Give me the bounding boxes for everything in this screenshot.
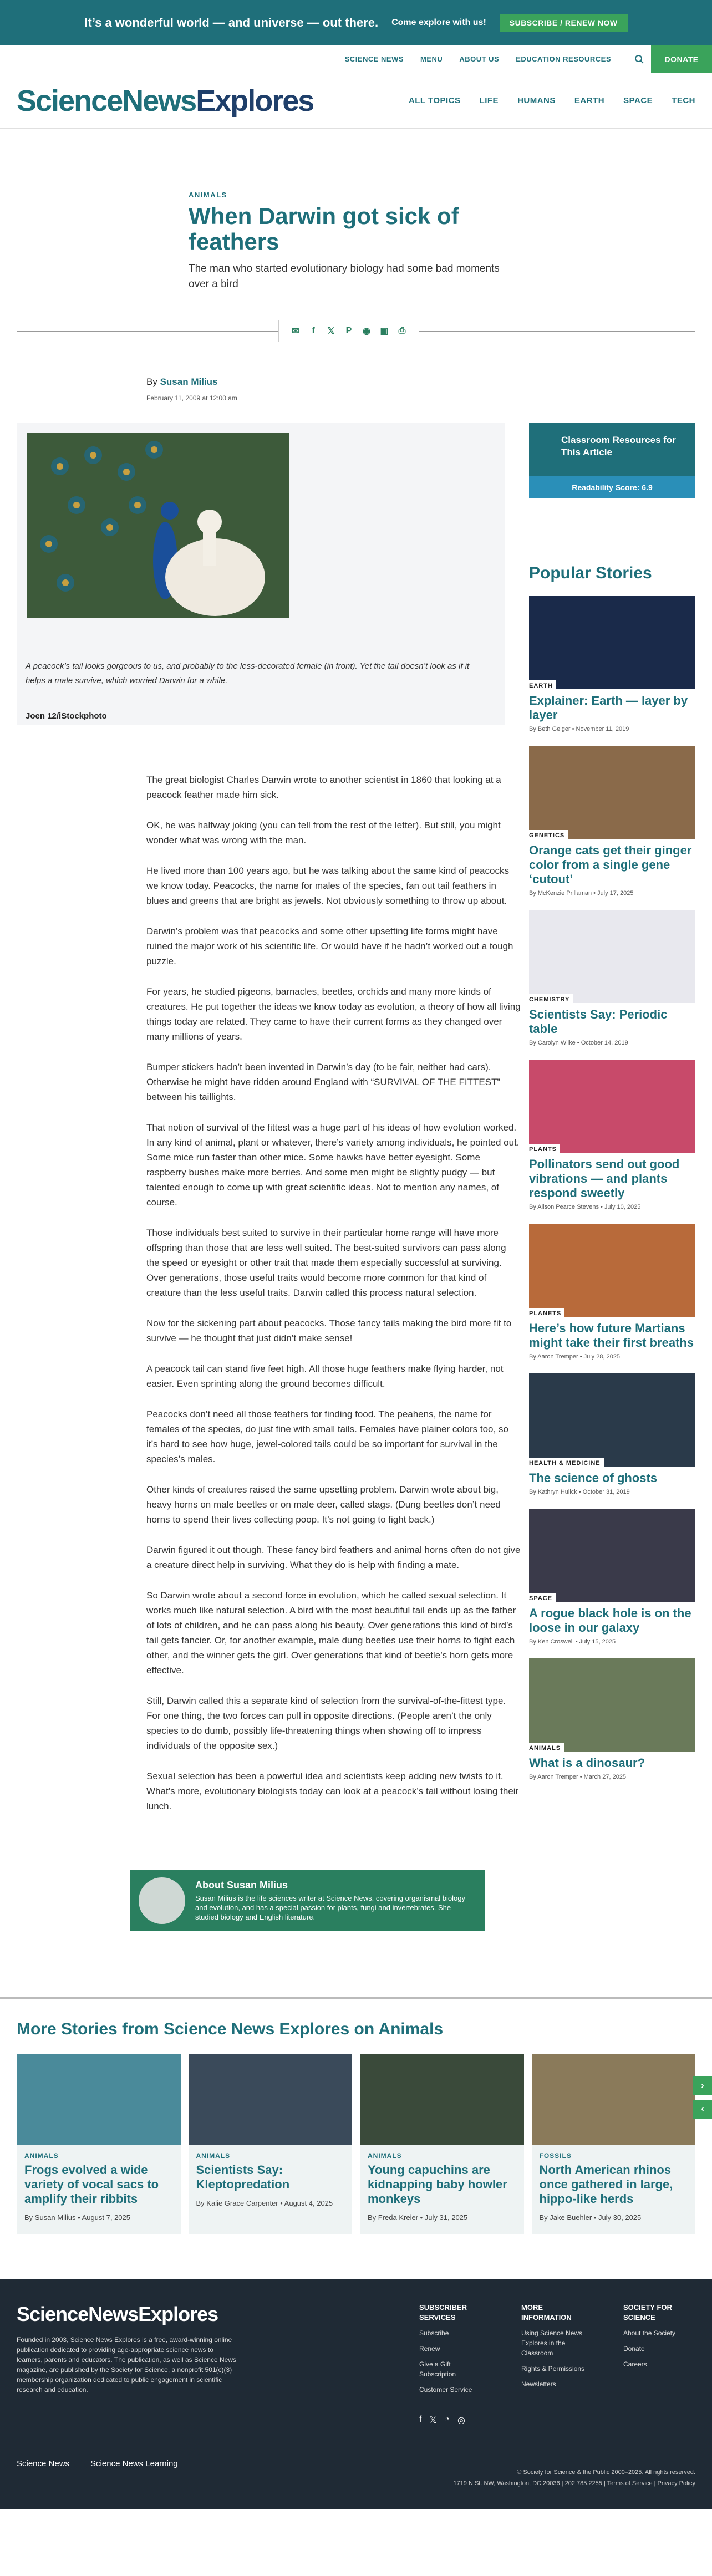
more-story-meta: By Jake Buehler • July 30, 2025	[539, 2213, 642, 2222]
footer-address: 1719 N St. NW, Washington, DC 20036 | 202.785.2255 | Terms of Service | Privacy Policy	[453, 2480, 695, 2487]
readability-score: Readability Score: 6.9	[529, 476, 695, 498]
carousel-prev-icon[interactable]: ‹	[693, 2100, 712, 2119]
author-box	[130, 1870, 485, 1931]
more-story-title[interactable]: Frogs evolved a wide variety of vocal sacs to amplify their ribbits	[24, 2163, 159, 2206]
nav-life[interactable]: LIFE	[479, 96, 499, 105]
hero-figure	[17, 423, 505, 725]
sidebar	[529, 423, 695, 1829]
article-kicker[interactable]: ANIMALS	[189, 191, 227, 199]
more-story-category[interactable]: ANIMALS	[24, 2152, 59, 2160]
paragraph: He lived more than 100 years ago, but he was talking about the same kind of peacocks we know today. Peacocks, the name for males of the species, fan out tail feathers in blues and greens that are bright as jewels. Not obviously something to throw up about.	[146, 866, 509, 906]
article-header	[0, 129, 712, 292]
subscribe-button[interactable]: SUBSCRIBE / RENEW NOW	[500, 14, 628, 32]
facebook-icon[interactable]: f	[312, 326, 315, 335]
story-title[interactable]: Here’s how future Martians might take their first breaths	[529, 1321, 694, 1350]
figure-credit: Joen 12/iStockphoto	[26, 711, 107, 721]
footer-col-heading: SOCIETY FOR SCIENCE	[623, 2303, 672, 2322]
popular-story[interactable]	[529, 1224, 695, 1360]
util-link-about[interactable]: ABOUT US	[459, 55, 500, 63]
promo-cta: Come explore with us!	[391, 18, 486, 27]
footer-link[interactable]: Newsletters	[521, 2380, 556, 2388]
paragraph: That notion of survival of the fittest was a huge part of his ideas of how evolution worked. In any kind of animal, plant or whatever, there’s variety among individuals, he pointed out. Some mice run faster than other mice. Some hawks have better eyesight. Some raspberry bushes make more berries. And some men might be slightly pudgy — but talented enough to come up with great scientific ideas. Not to mention any names, of course.	[146, 1122, 520, 1208]
story-category[interactable]: HEALTH & MEDICINE	[529, 1458, 604, 1467]
reddit-icon[interactable]: ◉	[363, 327, 370, 336]
footer-col-society	[623, 2303, 692, 2395]
more-story-category[interactable]: FOSSILS	[539, 2152, 572, 2160]
story-category[interactable]: GENETICS	[529, 830, 568, 839]
nav-humans[interactable]: HUMANS	[517, 96, 556, 105]
paragraph: For years, he studied pigeons, barnacles, beetles, orchids and many more kinds of creatures. He put together the ideas we know today as evolution, a theory of how all living things today are related. They came to have their current forms as they changed over many millions of years.	[146, 986, 521, 1042]
utility-bar	[0, 45, 712, 73]
paragraph: Darwin’s problem was that peacocks and some other upsetting life forms might have ruined the major work of his scientific life. Or would have if he hadn’t worked out a tough puzzle.	[146, 926, 513, 966]
more-story-title[interactable]: Young capuchins are kidnapping baby howler monkeys	[368, 2163, 507, 2206]
search-icon	[634, 54, 644, 64]
author-box-bio: Susan Milius is the life sciences writer at Science News, covering organismal biology and evolution, and has a special passion for plants, fungi and invertebrates. She studied biology and English literature.	[195, 1894, 465, 1921]
story-category[interactable]: ANIMALS	[529, 1743, 564, 1752]
story-meta: By Aaron Tremper • July 28, 2025	[529, 1353, 621, 1360]
footer-col-subscriber	[419, 2303, 488, 2395]
author-link[interactable]: Susan Milius	[160, 376, 218, 387]
story-meta: By McKenzie Prillaman • July 17, 2025	[529, 890, 634, 897]
story-thumbnail[interactable]	[529, 910, 695, 1003]
story-meta: By Beth Geiger • November 11, 2019	[529, 726, 629, 732]
more-story-title[interactable]: North American rhinos once gathered in large, hippo-like herds	[539, 2163, 673, 2206]
footer	[0, 2279, 712, 2509]
footer-link-learning[interactable]: Science News Learning	[90, 2459, 178, 2468]
popular-story[interactable]	[529, 596, 695, 732]
byline-prefix: By	[146, 376, 157, 387]
footer-link[interactable]: Give a Gift Subscription	[419, 2360, 456, 2378]
footer-link[interactable]: Rights & Permissions	[521, 2365, 585, 2373]
nav-space[interactable]: SPACE	[623, 96, 653, 105]
print-icon[interactable]: ⎙	[398, 326, 406, 335]
paragraph: OK, he was halfway joking (you can tell from the rest of the letter). But still, you might wonder what was wrong with the man.	[146, 820, 501, 846]
more-story-image[interactable]	[189, 2054, 353, 2145]
footer-col-heading: SUBSCRIBER SERVICES	[419, 2303, 467, 2322]
story-title[interactable]: Explainer: Earth — layer by layer	[529, 694, 688, 722]
story-thumbnail[interactable]	[529, 596, 695, 689]
story-title[interactable]: Pollinators send out good vibrations — and plants respond sweetly	[529, 1157, 680, 1200]
popular-story[interactable]	[529, 910, 695, 1046]
paragraph: A peacock tail can stand five feet high. All those huge feathers make flying harder, not easier. Even sprinting along the ground becomes difficult.	[146, 1363, 504, 1389]
paragraph: Bumper stickers hadn’t been invented in Darwin’s day (to be fair, neither had cars). Otherwise he might have ridden around England with “SURVIVAL OF THE FITTEST” between his taillights.	[146, 1062, 501, 1102]
popular-story[interactable]	[529, 1658, 695, 1780]
story-title[interactable]: A rogue black hole is on the loose in our galaxy	[529, 1606, 691, 1635]
social-links	[419, 2415, 465, 2426]
footer-link[interactable]: Customer Service	[419, 2386, 472, 2394]
story-title[interactable]: What is a dinosaur?	[529, 1756, 645, 1770]
promo-bar	[0, 0, 712, 45]
promo-text: It’s a wonderful world — and universe — out there.	[84, 16, 379, 29]
more-story-image[interactable]	[532, 2054, 696, 2145]
nav-all-topics[interactable]: ALL TOPICS	[408, 96, 461, 105]
popular-story[interactable]	[529, 1060, 695, 1210]
util-link-education[interactable]: EDUCATION RESOURCES	[516, 55, 611, 63]
article-body	[17, 725, 521, 1814]
x-icon[interactable]: 𝕏	[429, 2416, 437, 2425]
footer-logo[interactable]: ScienceNewsExplores	[17, 2303, 218, 2325]
footer-link-science-news[interactable]: Science News	[17, 2459, 70, 2468]
story-thumbnail[interactable]	[529, 1509, 695, 1602]
more-story-card[interactable]	[189, 2054, 353, 2234]
donate-button[interactable]: DONATE	[651, 45, 712, 73]
more-story-title[interactable]: Scientists Say: Kleptopredation	[196, 2163, 290, 2191]
pinterest-icon[interactable]: P	[345, 326, 352, 335]
google-classroom-icon[interactable]: ▣	[380, 327, 389, 336]
footer-col-heading: MORE INFORMATION	[521, 2303, 572, 2322]
avatar	[139, 1877, 185, 1924]
story-category[interactable]: EARTH	[529, 680, 556, 689]
peacock-illustration	[27, 433, 289, 618]
classroom-title: Classroom Resources for This Article	[561, 435, 676, 457]
carousel-next-icon[interactable]: ›	[693, 2076, 712, 2095]
footer-link[interactable]: About the Society	[623, 2329, 676, 2337]
classroom-resources-box[interactable]	[529, 423, 695, 498]
util-link-menu[interactable]: MENU	[420, 55, 443, 63]
more-story-meta: By Freda Kreier • July 31, 2025	[368, 2213, 468, 2222]
paragraph: Now for the sickening part about peacocks. Those fancy tails making the bird more fit to survive — he thought that just didn’t make sense!	[146, 1318, 512, 1343]
more-story-category[interactable]: ANIMALS	[368, 2152, 402, 2160]
util-link-science-news[interactable]: SCIENCE NEWS	[344, 55, 404, 63]
paragraph: Those individuals best suited to survive in their particular home range will have more offspring than those that are less well suited. The best-suited survivors can pass along the speed or eyesight or other trait that made them especially successful at surviving. Over generations, those useful traits would become more common for that kind of creature than the less useful traits. Darwin called this process natural selection.	[146, 1228, 506, 1298]
rss-icon[interactable]: ◔	[444, 2415, 450, 2424]
paragraph: Other kinds of creatures raised the same upsetting problem. Darwin wrote about big, heavy horns on male beetles or on male deer, called stags. (Dung beetles don’t need horns to spend their lives collecting poop. It’s not going to fight back.)	[146, 1484, 501, 1525]
copyright: © Society for Science & the Public 2000–2025. All rights reserved.	[517, 2469, 695, 2476]
story-meta: By Alison Pearce Stevens • July 10, 2025	[529, 1204, 641, 1210]
story-thumbnail[interactable]	[529, 1224, 695, 1317]
story-thumbnail[interactable]	[529, 1060, 695, 1153]
story-category[interactable]: CHEMISTRY	[529, 994, 573, 1003]
more-story-category[interactable]: ANIMALS	[196, 2152, 231, 2160]
site-logo[interactable]	[17, 84, 313, 118]
paragraph: Peacocks don’t need all those feathers for finding food. The peahens, the name for females of the species, do just fine with small tails. Females have plainer colors too, so it’s hard to see how huge, jewel-colored tails could be so important for survival in the species’s males.	[146, 1409, 508, 1464]
story-meta: By Carolyn Wilke • October 14, 2019	[529, 1040, 628, 1046]
popular-story[interactable]	[529, 1373, 695, 1495]
story-title[interactable]: Orange cats get their ginger color from a single gene ‘cutout’	[529, 843, 692, 886]
figure-caption: A peacock’s tail looks gorgeous to us, and probably to the less-decorated female (in front). Yet the tail doesn’t look as if it helps a male survive, which worried Darwin for a while.	[26, 661, 470, 685]
more-stories	[0, 1997, 712, 2234]
story-thumbnail[interactable]	[529, 1658, 695, 1752]
logo-part-a: ScienceNews	[17, 84, 196, 118]
story-title[interactable]: The science of ghosts	[529, 1471, 658, 1485]
story-meta: By Ken Croswell • July 15, 2025	[529, 1638, 616, 1645]
email-icon[interactable]: ✉	[292, 327, 299, 336]
paragraph: Darwin figured it out though. These fancy bird feathers and animal horns often do not give a creature direct help in surviving. What they do is help with finding a mate.	[146, 1545, 521, 1570]
paragraph: The great biologist Charles Darwin wrote to another scientist in 1860 that looking at a peacock feather made him sick.	[146, 775, 501, 800]
footer-link[interactable]: Subscribe	[419, 2329, 449, 2337]
more-stories-heading: More Stories from Science News Explores on Animals	[17, 2020, 444, 2038]
more-story-meta: By Susan Milius • August 7, 2025	[24, 2213, 130, 2222]
footer-link[interactable]: Renew	[419, 2345, 440, 2353]
popular-heading: Popular Stories	[529, 564, 652, 582]
more-story-card[interactable]	[532, 2054, 696, 2234]
more-story-image[interactable]	[17, 2054, 181, 2145]
x-icon[interactable]: 𝕏	[327, 327, 335, 336]
popular-story[interactable]	[529, 1509, 695, 1645]
story-thumbnail[interactable]	[529, 746, 695, 839]
story-category[interactable]: PLANTS	[529, 1144, 560, 1153]
story-meta: By Aaron Tremper • March 27, 2025	[529, 1774, 627, 1780]
footer-link[interactable]: Careers	[623, 2360, 647, 2368]
logo-part-b: Explores	[196, 84, 314, 118]
paragraph: So Darwin wrote about a second force in evolution, which he called sexual selection. It works much like natural selection. A bird with the most beautiful tail ends up as the father of lots of children, and he can pass along his beauty. Over generations this kind of bird’s tail gets fancier. Or, for another example, male dung beetles use their horns to fight each other, and the winner gets the girl. Over generations that kind of beetle’s horn gets more effective.	[146, 1590, 516, 1676]
footer-col-more-info	[521, 2303, 590, 2395]
facebook-icon[interactable]: f	[419, 2415, 422, 2424]
publish-date: February 11, 2009 at 12:00 am	[146, 394, 237, 402]
more-story-card[interactable]	[17, 2054, 181, 2234]
story-category[interactable]: PLANETS	[529, 1308, 564, 1317]
footer-link[interactable]: Donate	[623, 2345, 645, 2353]
peacock-image	[27, 433, 289, 618]
popular-story[interactable]	[529, 746, 695, 897]
more-story-image[interactable]	[360, 2054, 524, 2145]
article-dek: The man who started evolutionary biology had some bad moments over a bird	[189, 263, 500, 290]
more-story-card[interactable]	[360, 2054, 524, 2234]
nav-earth[interactable]: EARTH	[574, 96, 605, 105]
more-story-meta: By Kalie Grace Carpenter • August 4, 2025	[196, 2199, 333, 2207]
share-bar	[0, 314, 712, 348]
story-thumbnail[interactable]	[529, 1373, 695, 1467]
author-box-name[interactable]: About Susan Milius	[195, 1880, 288, 1891]
main-nav	[0, 73, 712, 129]
story-category[interactable]: SPACE	[529, 1593, 556, 1602]
instagram-icon[interactable]: ◎	[457, 2416, 465, 2425]
paragraph: Sexual selection has been a powerful idea and scientists keep adding new twists to it. What’s more, evolutionary biologists today can look at a peacock’s tail without losing their lunch.	[146, 1771, 519, 1811]
footer-link[interactable]: Using Science News Explores in the Classroom	[521, 2329, 583, 2357]
story-meta: By Kathryn Hulick • October 31, 2019	[529, 1489, 630, 1495]
paragraph: Still, Darwin called this a separate kind of selection from the survival-of-the-fittest type. For one thing, the two forces can pull in opposite directions. (People aren’t the only species to do dumb, possibly life-threatening things when showing off to impress individuals of the opposite sex.)	[146, 1696, 506, 1751]
story-title[interactable]: Scientists Say: Periodic table	[529, 1007, 668, 1036]
page-title: When Darwin got sick of feathers	[189, 203, 459, 254]
search-button[interactable]	[627, 45, 651, 73]
footer-about: Founded in 2003, Science News Explores is a free, award-winning online publication dedicated to providing age-appropriate science news to learners, parents and educators. The publication, as well as Science News magazine, are published by the Society for Science, a nonprofit 501(c)(3) membership organization dedicated to public engagement in scientific research and education.	[17, 2336, 236, 2394]
byline	[0, 348, 712, 402]
nav-tech[interactable]: TECH	[672, 96, 695, 105]
